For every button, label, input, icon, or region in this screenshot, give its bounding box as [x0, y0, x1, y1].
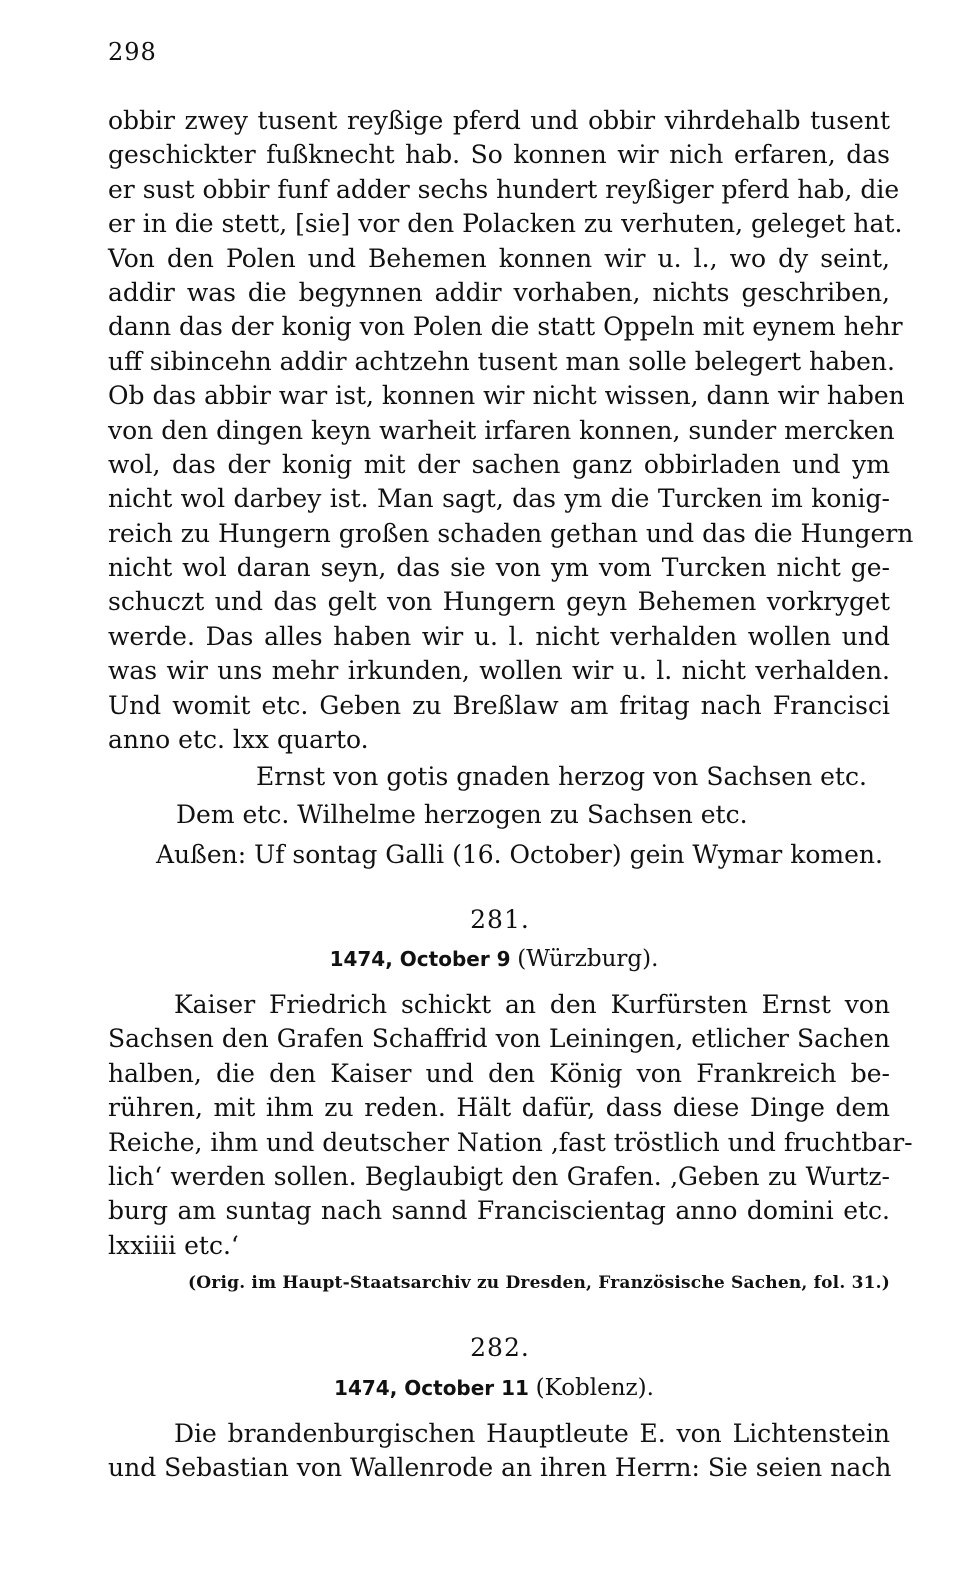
text-line: er sust obbir funf adder sechs hundert reyßiger pferd hab, die [108, 174, 900, 204]
document-date: 1474, October 9 [329, 947, 511, 971]
text-line: werde. Das alles haben wir u. l. nicht verhalden wollen und [108, 621, 890, 651]
text-line: Die brandenburgischen Hauptleute E. von Lichtenstein [174, 1419, 890, 1448]
text-line: dann das der konig von Polen die statt Oppeln mit eynem hehr [108, 312, 903, 342]
text-line: Und womit etc. Geben zu Breßlaw am fritag nach Francisci [108, 690, 890, 720]
source-note [172, 1270, 890, 1296]
text-line: halben, die den Kaiser und den König von Frankreich be- [108, 1058, 890, 1088]
document-number: 282. [470, 1333, 530, 1362]
page-number: 298 [108, 38, 157, 66]
text-line: Von den Polen und Behemen konnen wir u. l., wo dy seint, [108, 243, 890, 273]
document-place: (Würzburg). [517, 946, 659, 972]
text-line: Reiche, ihm und deutscher Nation ‚fast tröstlich und fruchtbar- [108, 1127, 913, 1157]
text-line: was wir uns mehr irkunden, wollen wir u. l. nicht verhalden. [108, 656, 890, 686]
letter-signature: Ernst von gotis gnaden herzog von Sachsen etc. [256, 762, 867, 791]
text-line: lich‘ werden sollen. Beglaubigt den Grafen. ‚Geben zu Wurtz- [108, 1161, 890, 1191]
text-line: er in die stett, [sie] vor den Polacken zu verhuten, geleget hat. [108, 209, 903, 239]
document-regest [108, 988, 913, 1263]
text-line: und Sebastian von Wallenrode an ihren Herrn: Sie seien nach [108, 1453, 892, 1483]
document-date-heading [14, 1375, 960, 1401]
text-line: reich zu Hungern großen schaden gethan und das die Hungern [108, 518, 914, 548]
text-line: wol, das der konig mit der sachen ganz obbirladen und ym [108, 449, 890, 479]
letter-continuation [108, 104, 914, 757]
text-line: schuczt und das gelt von Hungern geyn Behemen vorkryget [108, 587, 890, 617]
letter-endorsement: Außen: Uf sontag Galli (16. October) gein Wymar komen. [156, 840, 883, 869]
text-line: obbir zwey tusent reyßige pferd und obbir vihrdehalb tusent [108, 106, 890, 135]
source-text: (Orig. im Haupt-Staatsarchiv zu Dresden, Französische Sachen, fol. 31.) [188, 1273, 890, 1293]
document-date-heading [14, 946, 960, 972]
letter-address: Dem etc. Wilhelme herzogen zu Sachsen etc. [176, 800, 748, 829]
text-line: lxxiiii etc.‘ [108, 1230, 239, 1260]
text-line: Kaiser Friedrich schickt an den Kurfürsten Ernst von [174, 990, 890, 1019]
text-line: nicht wol daran seyn, das sie von ym vom Turcken nicht ge- [108, 553, 890, 583]
document-place: (Koblenz). [535, 1375, 654, 1401]
document-date: 1474, October 11 [334, 1376, 529, 1400]
document-number: 281. [470, 905, 530, 934]
document-regest [108, 1417, 890, 1486]
text-line: geschickter fußknecht hab. So konnen wir nich erfaren, das [108, 140, 890, 170]
text-line: Sachsen den Grafen Schaffrid von Leiningen, etlicher Sachen [108, 1024, 890, 1054]
text-line: addir was die begynnen addir vorhaben, nichts geschriben, [108, 277, 890, 307]
text-line: rühren, mit ihm zu reden. Hält dafür, dass diese Dinge dem [108, 1093, 890, 1123]
text-line: Ob das abbir war ist, konnen wir nicht wissen, dann wir haben [108, 381, 905, 411]
text-line: nicht wol darbey ist. Man sagt, das ym die Turcken im konig- [108, 484, 890, 514]
text-line: von den dingen keyn warheit irfaren konnen, sunder mercken [108, 415, 895, 445]
text-line: burg am suntag nach sannd Franciscientag anno domini etc. [108, 1196, 890, 1226]
text-line: anno etc. lxx quarto. [108, 725, 369, 755]
text-line: uff sibincehn addir achtzehn tusent man solle belegert haben. [108, 346, 895, 376]
